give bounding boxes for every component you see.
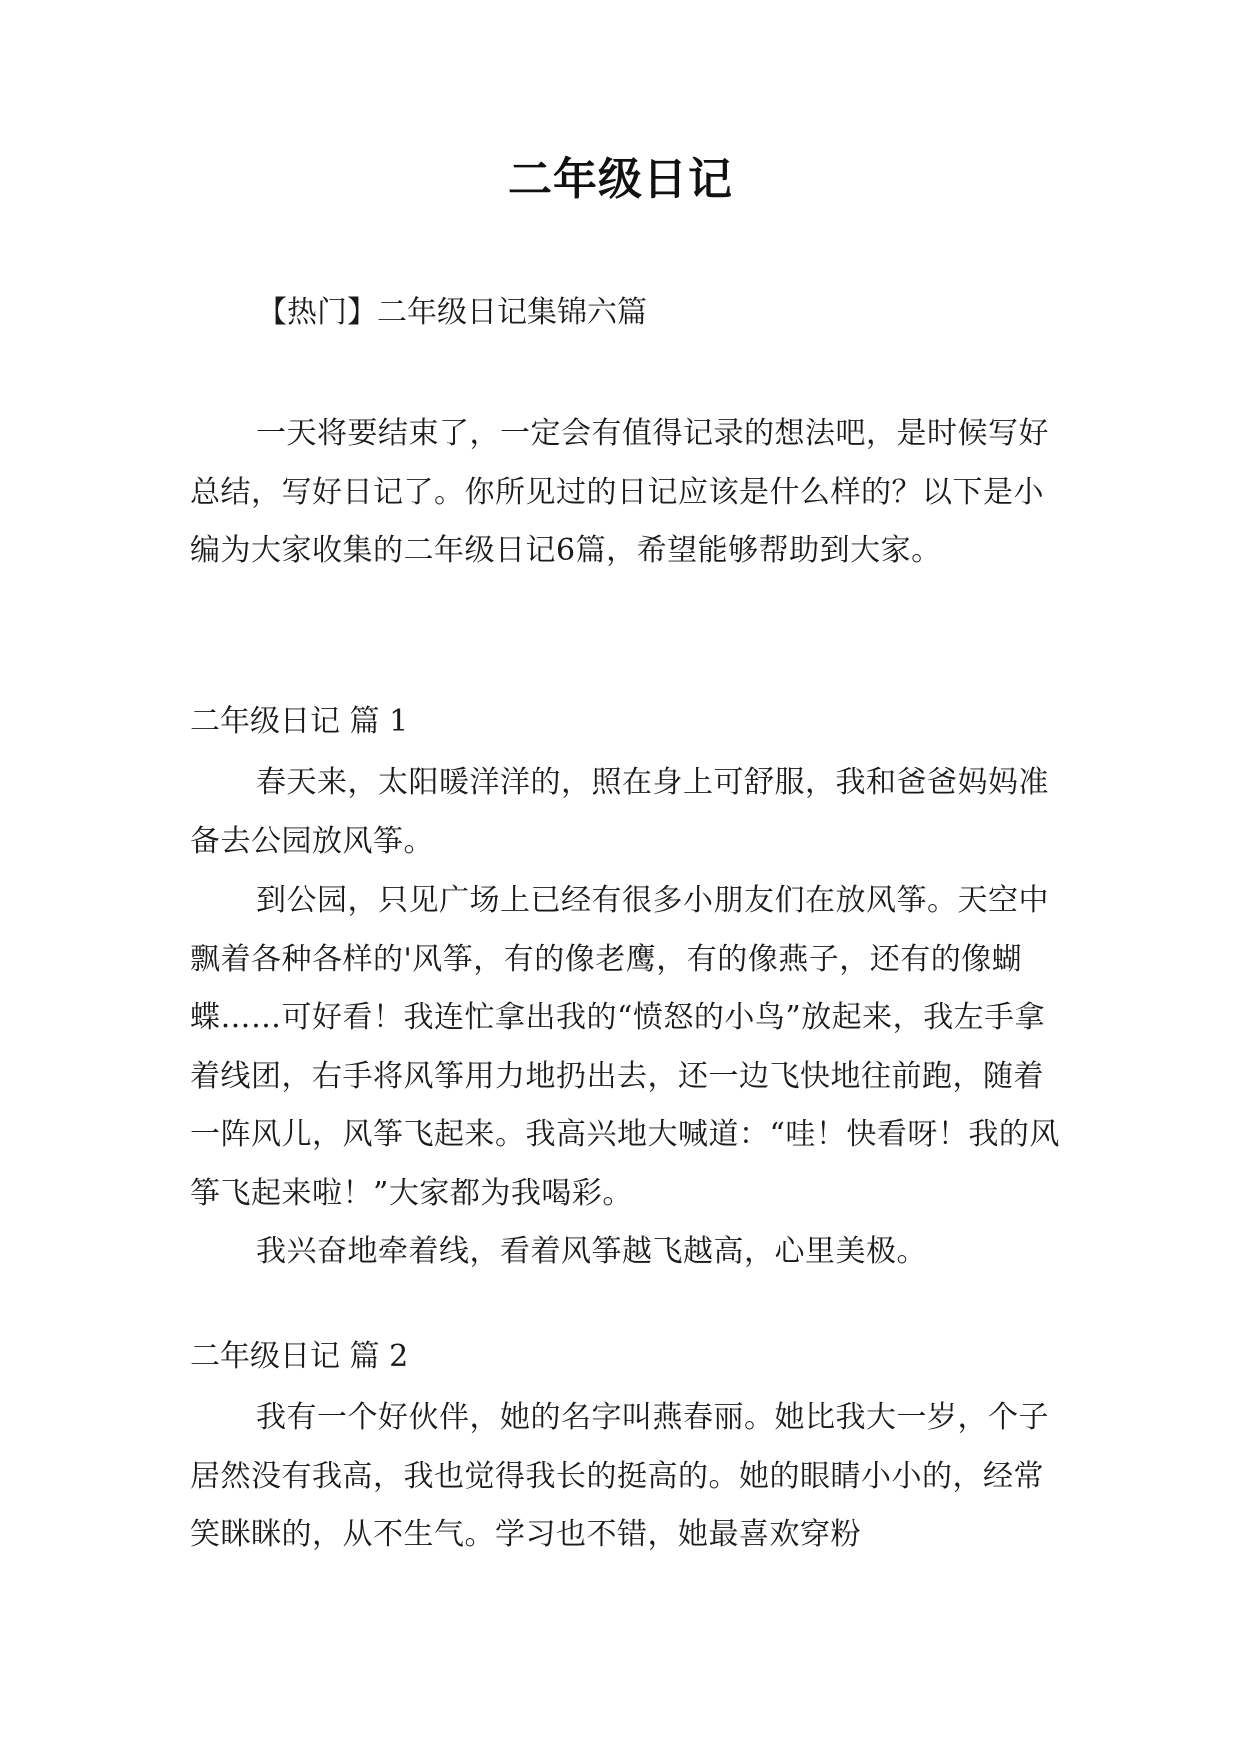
section-2-paragraph-1: 我有一个好伙伴，她的名字叫燕春丽。她比我大一岁，个子居然没有我高，我也觉得我长的挺高的。她的眼睛小小的，经常笑眯眯的，从不生气。学习也不错，她最喜欢穿粉 <box>190 1400 1049 1552</box>
document-title: 二年级日记 <box>508 154 733 205</box>
section-1-paragraph-1: 春天来，太阳暖洋洋的，照在身上可舒服，我和爸爸妈妈准备去公园放风筝。 <box>190 765 1049 859</box>
section-1-paragraph-3: 我兴奋地牵着线，看着风筝越飞越高，心里美极。 <box>256 1234 927 1269</box>
section-heading-2: 二年级日记 篇 2 <box>190 1339 409 1374</box>
section-1-paragraph-2: 到公园，只见广场上已经有很多小朋友们在放风筝。天空中飘着各种各样的'风筝，有的像老鹰，有的像燕子，还有的像蝴蝶……可好看！我连忙拿出我的“愤怒的小鸟”放起来，我左手拿着线团，右手将风筝用力地扔出去，还一边飞快地往前跑，随着一阵风儿，风筝飞起来。我高兴地大喊道：“哇！快看呀！我的风筝飞起来啦！”大家都为我喝彩。 <box>190 883 1060 1211</box>
section-heading-1: 二年级日记 篇 1 <box>190 704 409 739</box>
document-subtitle: 【热门】二年级日记集锦六篇 <box>257 295 647 330</box>
intro-paragraph: 一天将要结束了，一定会有值得记录的想法吧，是时候写好总结，写好日记了。你所见过的日记应该是什么样的？以下是小编为大家收集的二年级日记6篇，希望能够帮助到大家。 <box>190 416 1049 568</box>
